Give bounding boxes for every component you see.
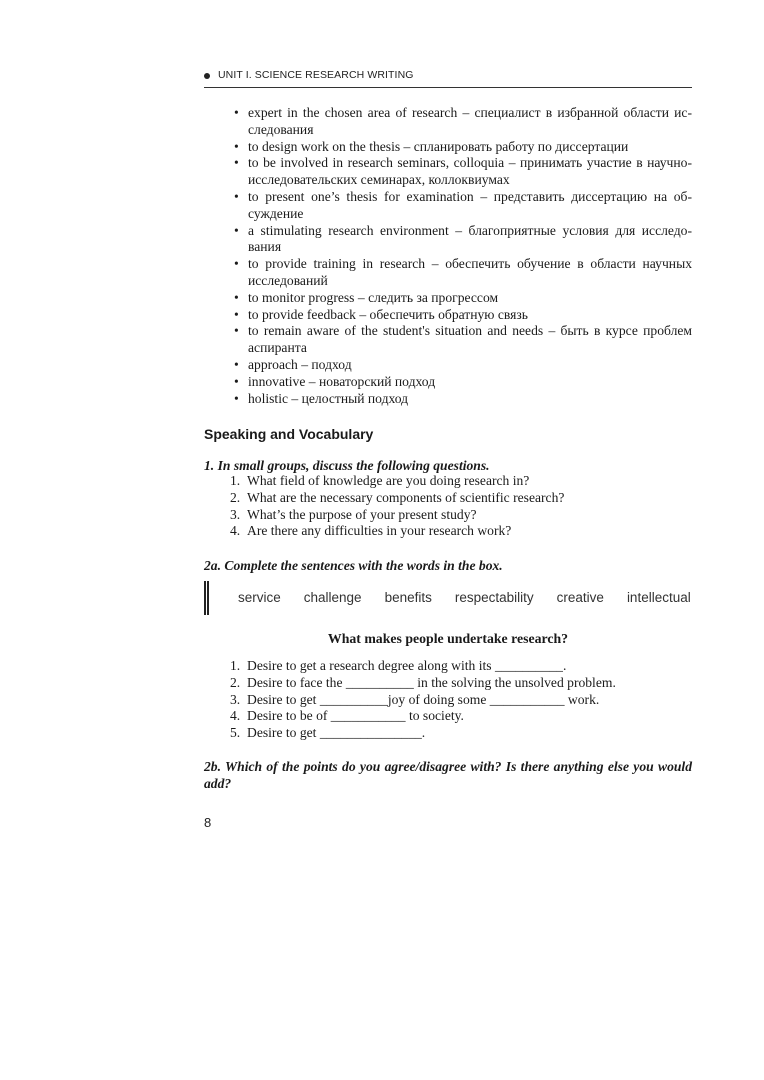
item-number: 2. [230,674,241,690]
item-text: Desire to get __________joy of doing some ___________ work. [247,691,600,707]
item-number: 1. [230,473,241,488]
task-2a-title: 2a. Complete the sentences with the words in the box. [204,558,503,573]
sentence-item [230,725,690,742]
vocabulary-list [234,105,692,407]
item-number: 3. [230,691,241,707]
vocabulary-line: следования [248,121,314,137]
bullet-icon: • [234,222,239,238]
vocabulary-item [234,139,692,156]
question-item [230,490,690,507]
section-heading: Speaking and Vocabulary [204,426,374,442]
vocabulary-item [234,374,692,391]
sentence-item [230,675,690,692]
task-1-title: 1. In small groups, discuss the following questions. [204,458,490,473]
vocabulary-line: to design work on the thesis – спланировать работу по диссертации [248,138,629,154]
vocabulary-item [234,256,692,290]
vocabulary-line: суждение [248,205,304,221]
item-number: 2. [230,489,241,505]
bullet-icon: • [234,155,239,171]
vocabulary-line: innovative – новаторский подход [248,373,436,389]
task-2b-title: 2b. Which of the points do you agree/disagree with? Is there anything else you would add? [204,759,692,791]
vocabulary-item [234,189,692,223]
box-word: respectability [454,590,534,605]
vocabulary-item [234,357,692,374]
vocabulary-line: to provide feedback – обеспечить обратную связь [248,306,528,322]
sentence-item [230,658,690,675]
header-title: UNIT I. SCIENCE RESEARCH WRITING [218,69,414,81]
vocabulary-item [234,223,692,257]
vocabulary-line: to present one’s thesis for examination – представить диссертацию на об- [248,188,692,204]
item-text: Desire to get _______________. [247,725,426,741]
bullet-icon: • [234,356,239,372]
vocabulary-line: вания [248,239,282,255]
item-text: Desire to be of ___________ to society. [247,708,464,724]
bullet-icon: • [234,289,239,305]
question-item [230,507,690,524]
item-number: 3. [230,506,241,522]
box-word: benefits [384,590,432,605]
running-header [204,69,692,88]
question-item [230,523,690,540]
vocabulary-line: аспиранта [248,340,307,356]
box-word: intellectual [626,590,691,605]
bullet-icon: • [234,323,239,339]
item-text: What’s the purpose of your present study? [247,506,477,522]
bullet-icon: • [234,306,239,322]
box-marker [207,581,209,615]
item-number: 4. [230,523,241,539]
vocabulary-item [234,307,692,324]
vocabulary-line: to provide training in research – обеспечить обучение в области научных [248,256,692,272]
sentence-item [230,708,690,725]
bullet-icon: • [234,373,239,389]
vocabulary-item [234,155,692,189]
vocabulary-line: holistic – целостный подход [248,390,409,406]
question-item [230,473,690,490]
item-text: What field of knowledge are you doing research in? [247,473,530,488]
item-text: Desire to face the __________ in the solving the unsolved problem. [247,674,616,690]
vocabulary-item [234,323,692,357]
box-word: challenge [303,590,362,605]
bullet-icon: • [234,138,239,154]
sentences-title: What makes people undertake research? [327,631,569,646]
vocabulary-item [234,391,692,408]
word-box [238,590,714,605]
item-text: Desire to get a research degree along with its __________. [247,658,567,673]
fill-in-sentences [230,658,690,742]
item-number: 5. [230,725,241,741]
vocabulary-line: a stimulating research environment – благоприятные условия для исследо- [248,222,692,238]
item-number: 4. [230,708,241,724]
item-text: What are the necessary components of scientific research? [247,489,565,505]
vocabulary-line: исследовательских семинарах, коллоквиумах [248,172,510,188]
bullet-icon [204,73,210,79]
vocabulary-line: to be involved in research seminars, colloquia – принимать участие в научно- [248,155,692,171]
bullet-icon: • [234,390,239,406]
page-number: 8 [204,815,212,830]
vocabulary-line: to monitor progress – следить за прогрессом [248,289,499,305]
vocabulary-line: approach – подход [248,356,352,372]
vocabulary-line: expert in the chosen area of research – специалист в избранной области ис- [248,105,692,120]
box-word: creative [556,590,604,605]
box-word: service [238,590,281,605]
sentence-item [230,692,690,709]
box-marker [204,581,206,615]
vocabulary-item [234,290,692,307]
vocabulary-line: to remain aware of the student's situation and needs – быть в курсе проблем [248,323,692,339]
bullet-icon: • [234,256,239,272]
vocabulary-line: исследований [248,272,328,288]
bullet-icon: • [234,188,239,204]
item-text: Are there any difficulties in your research work? [247,523,512,539]
discussion-questions [230,473,690,540]
item-number: 1. [230,658,241,673]
vocabulary-item [234,105,692,139]
bullet-icon: • [234,105,239,120]
